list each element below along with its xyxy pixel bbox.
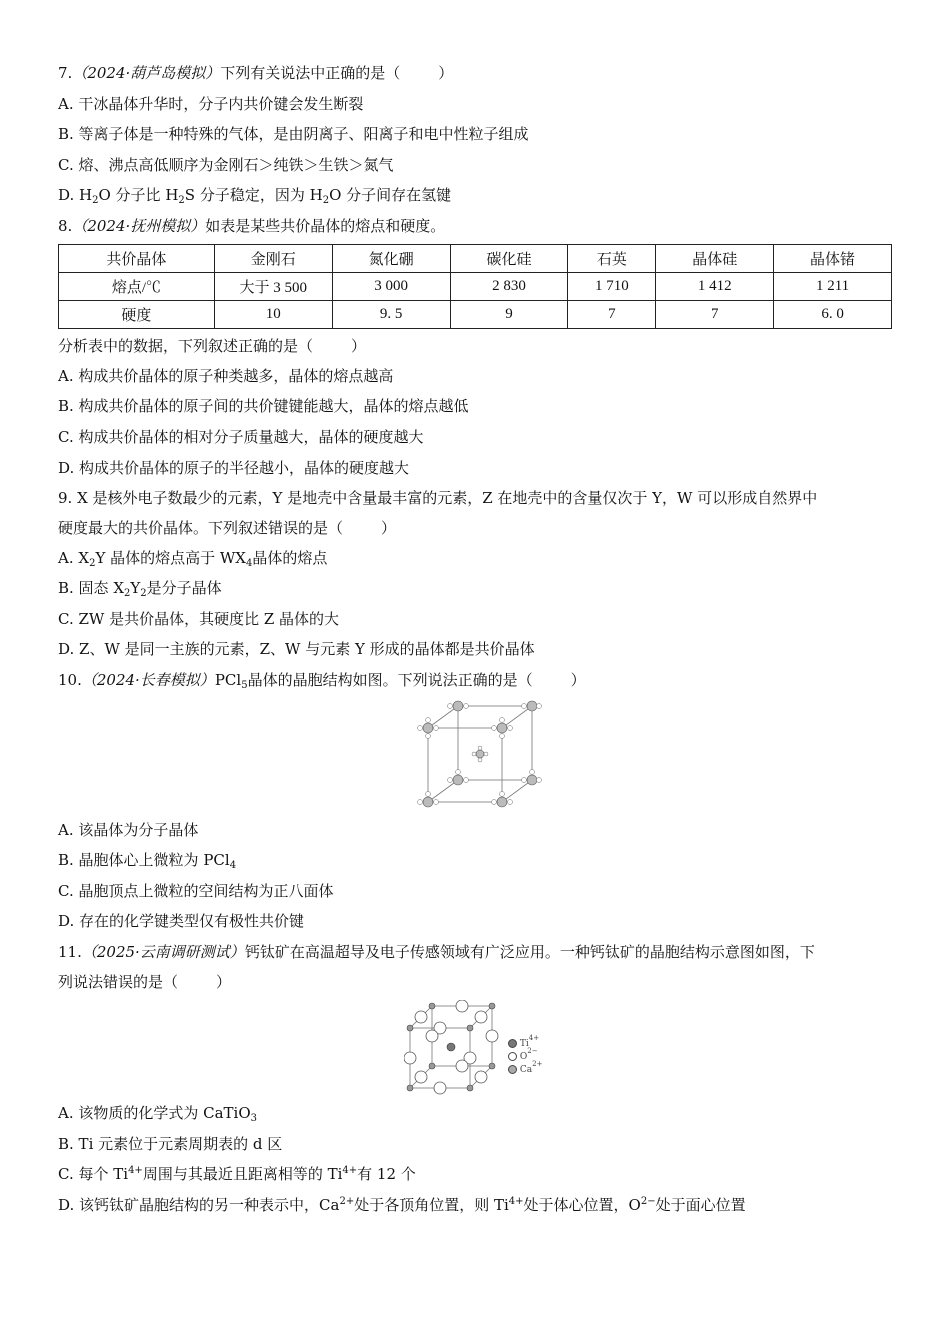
q7-option-d: D. $H_2O$ 分子比 $H_2S$ 分子稳定，因为 $H_2O$ 分子间存在氢键: [58, 186, 452, 206]
table-cell: 熔点/℃: [59, 273, 215, 301]
q7-option-b: B. 等离子体是一种特殊的气体，是由阴离子、阳离子和电中性粒子组成: [58, 125, 529, 143]
q11-stem: 11.（2025·云南调研测试）钙钛矿在高温超导及电子传感领域有广泛应用。一种钙钛矿的晶胞结构示意图如图，下: [58, 943, 815, 961]
q11-option-a: A. 该物质的化学式为 CaTiO$_3$: [58, 1104, 258, 1124]
q10-option-a: A. 该晶体为分子晶体: [58, 821, 199, 839]
q8-source: （2024·抚州模拟）: [72, 217, 206, 235]
table-header-cell: 金刚石: [214, 245, 332, 273]
table-header-cell: 共价晶体: [59, 245, 215, 273]
legend-item-ca: $Ca^{2+}$: [508, 1064, 542, 1077]
table-cell: 10: [214, 301, 332, 329]
q10-option-b: B. 晶胞体心上微粒为 PCl$_4$: [58, 851, 237, 871]
q9-option-d: D. Z、W 是同一主族的元素，Z、W 与元素 Y 形成的晶体都是共价晶体: [58, 640, 535, 658]
q7-stem-text: 下列有关说法中正确的是（: [220, 64, 401, 82]
q11-option-c: C. 每个 $Ti^{4+}$周围与其最近且距离相等的 $Ti^{4+}$有 12 个: [58, 1165, 416, 1183]
q7-option-a: A. 干冰晶体升华时，分子内共价键会发生断裂: [58, 95, 364, 113]
q7-option-c: C. 熔、沸点高低顺序为金刚石＞纯铁＞生铁＞氮气: [58, 156, 394, 174]
table-cell: 1 412: [656, 273, 774, 301]
table-cell: 大于 3 500: [214, 273, 332, 301]
q8-option-d: D. 构成共价晶体的原子的半径越小，晶体的硬度越大: [58, 459, 410, 477]
q8-question: 分析表中的数据，下列叙述正确的是（ ）: [58, 337, 367, 355]
q8-option-b: B. 构成共价晶体的原子间的共价键键能越大，晶体的熔点越低: [58, 397, 469, 415]
table-cell: 2 830: [450, 273, 568, 301]
table-header-cell: 晶体硅: [656, 245, 774, 273]
table-header-cell: 石英: [568, 245, 656, 273]
perovskite-legend: [508, 1034, 543, 1077]
q8-option-a: A. 构成共价晶体的原子种类越多，晶体的熔点越高: [58, 367, 394, 385]
table-header-row: [59, 245, 892, 273]
table-cell: 1 211: [774, 273, 892, 301]
legend-item-o: $O^{2-}$: [508, 1051, 542, 1064]
q9-option-b: B. 固态 $X_2Y_2$是分子晶体: [58, 579, 222, 599]
q9-stem-line1: 9. X 是核外电子数最少的元素，Y 是地壳中含量最丰富的元素，Z 在地壳中的含量仅次于 Y，W 可以形成自然界中: [58, 489, 818, 507]
q8-option-c: C. 构成共价晶体的相对分子质量越大，晶体的硬度越大: [58, 428, 424, 446]
table-cell: 7: [568, 301, 656, 329]
q11-stem-line2: 列说法错误的是（ ）: [58, 973, 232, 991]
legend-item-ti: $Ti^{4+}$: [508, 1038, 542, 1051]
pcl5-unit-cell-figure: [410, 700, 542, 810]
q9-stem-line2: 硬度最大的共价晶体。下列叙述错误的是（ ）: [58, 519, 397, 537]
q11-option-b: B. Ti 元素位于元素周期表的 d 区: [58, 1135, 283, 1153]
table-cell: 1 710: [568, 273, 656, 301]
q8-data-table: [58, 244, 892, 329]
table-cell: 9. 5: [332, 301, 450, 329]
table-cell: 9: [450, 301, 568, 329]
q10-option-d: D. 存在的化学键类型仅有极性共价键: [58, 912, 305, 930]
q7-source: （2024·葫芦岛模拟）: [72, 64, 221, 82]
q10-source: （2024·长春模拟）: [81, 671, 215, 689]
table-header-cell: 氮化硼: [332, 245, 450, 273]
perovskite-unit-cell-figure: [404, 1000, 504, 1100]
q7-stem: 7.（2024·葫芦岛模拟）下列有关说法中正确的是（ ）: [58, 64, 454, 82]
q11-option-d: D. 该钙钛矿晶胞结构的另一种表示中，$Ca^{2+}$处于各顶角位置，则 $Ti^{4+}$处于体心位置，$O^{2-}$处于面心位置: [58, 1196, 746, 1214]
table-cell: 硬度: [59, 301, 215, 329]
q7-number: 7.: [58, 64, 73, 82]
q9-option-a: A. $X_2Y$ 晶体的熔点高于 $WX_4$晶体的熔点: [58, 549, 328, 569]
q9-option-c: C. ZW 是共价晶体，其硬度比 Z 晶体的大: [58, 610, 340, 628]
table-row: [59, 273, 892, 301]
q10-stem: 10.（2024·长春模拟）PCl$_5$晶体的晶胞结构如图。下列说法正确的是（ ）: [58, 671, 586, 691]
table-cell: 6. 0: [774, 301, 892, 329]
table-row: [59, 301, 892, 329]
table-header-cell: 碳化硅: [450, 245, 568, 273]
table-cell: 3 000: [332, 273, 450, 301]
q8-stem: 8.（2024·抚州模拟）如表是某些共价晶体的熔点和硬度。: [58, 217, 446, 235]
q11-source: （2025·云南调研测试）: [81, 943, 245, 961]
table-header-cell: 晶体锗: [774, 245, 892, 273]
q10-option-c: C. 晶胞顶点上微粒的空间结构为正八面体: [58, 882, 334, 900]
table-cell: 7: [656, 301, 774, 329]
